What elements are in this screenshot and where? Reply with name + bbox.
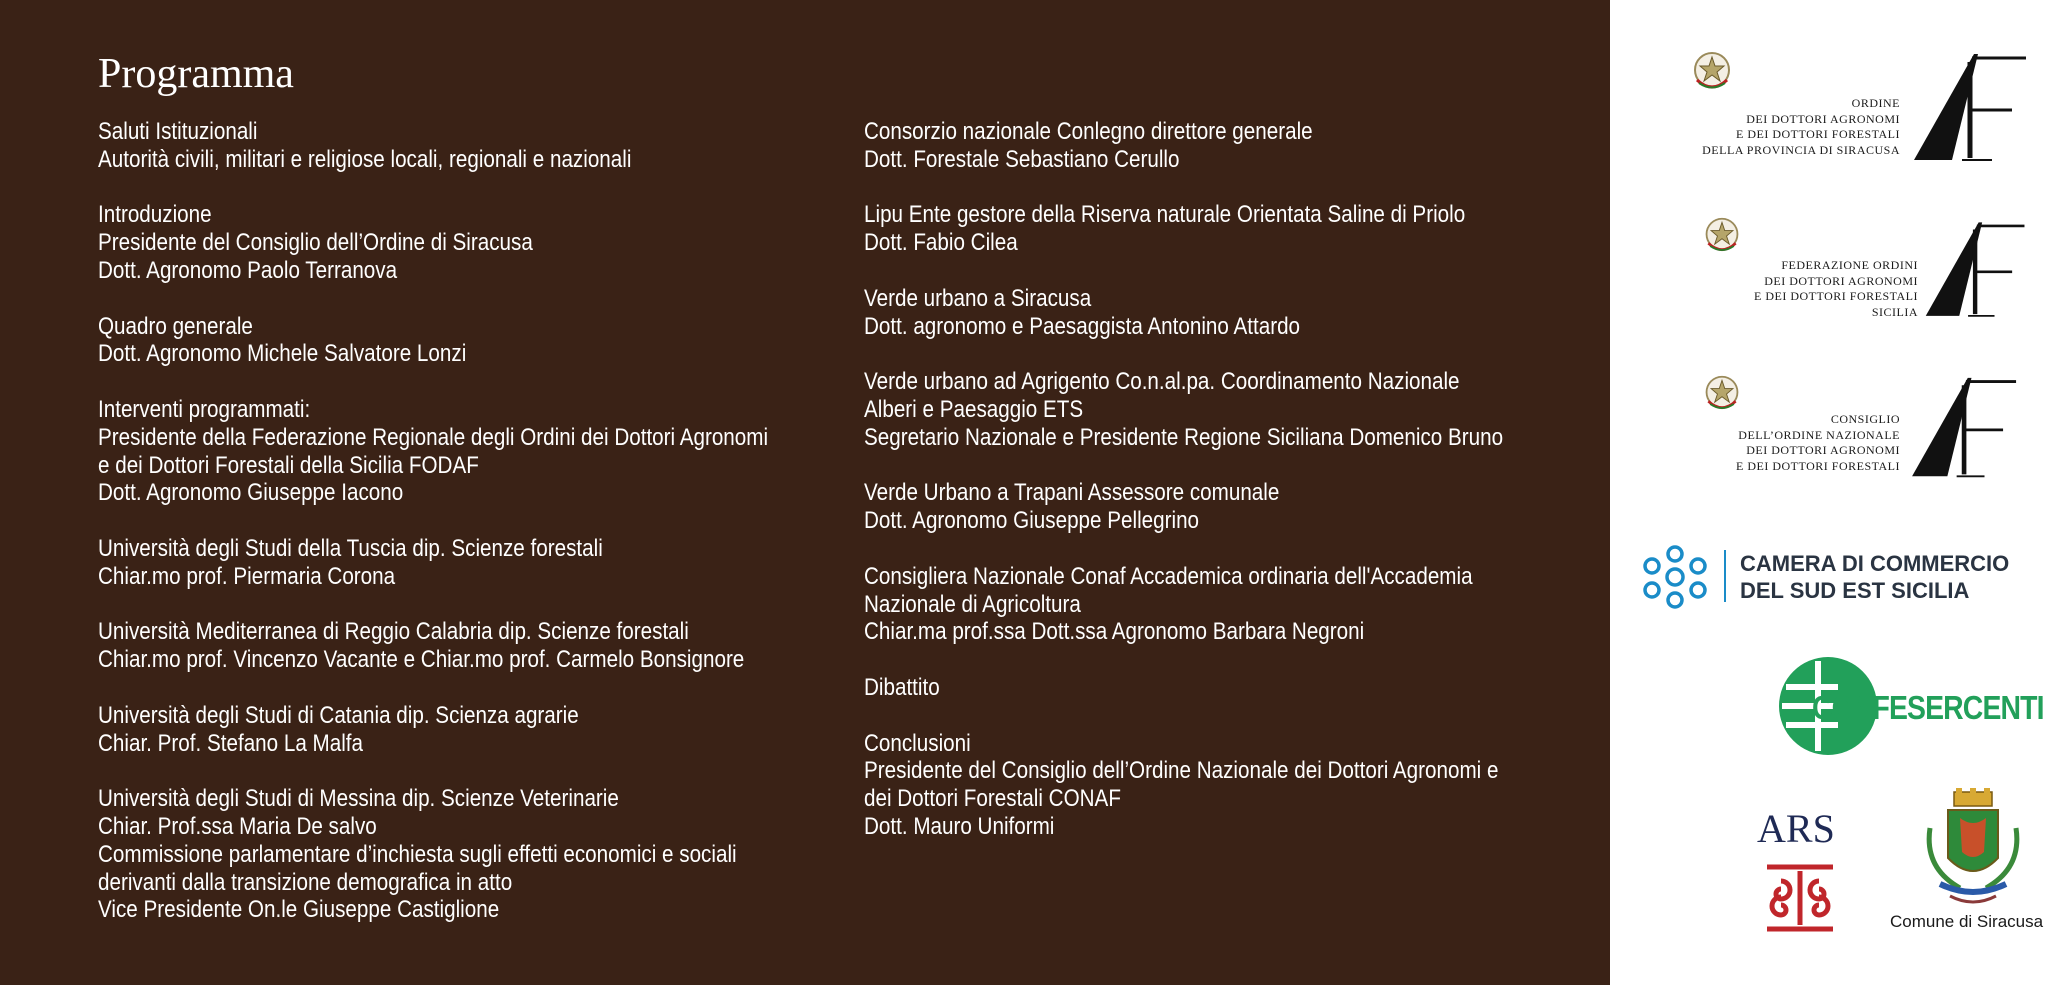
- item-text: Autorità civili, militari e religiose locali, regionali e nazionali: [98, 145, 632, 173]
- program-item: [98, 313, 752, 369]
- item-text: Alberi e Paesaggio ETS: [864, 395, 1084, 423]
- item-heading: Università degli Studi di Messina dip. Scienze Veterinarie: [98, 785, 619, 813]
- program-item: [864, 368, 1504, 451]
- item-text: Presidente del Consiglio dell’Ordine di Siracusa: [98, 229, 533, 257]
- item-text: Vice Presidente On.le Giuseppe Castiglione: [98, 896, 500, 924]
- item-text: Chiar.mo prof. Vincenzo Vacante e Chiar.mo prof. Carmelo Bonsignore: [98, 646, 745, 674]
- item-text: Presidente della Federazione Regionale degli Ordini dei Dottori Agronomi: [98, 423, 769, 451]
- logo-text: ARS: [1757, 806, 1835, 851]
- item-text: Chiar.ma prof.ssa Dott.ssa Agronomo Barbara Negroni: [864, 618, 1365, 646]
- item-text: dei Dottori Forestali CONAF: [864, 785, 1121, 813]
- item-heading: Lipu Ente gestore della Riserva naturale Orientata Saline di Priolo: [864, 201, 1466, 229]
- item-text: Dott. Forestale Sebastiano Cerullo: [864, 145, 1180, 173]
- item-text: Dott. agronomo e Paesaggista Antonino Attardo: [864, 312, 1301, 340]
- program-item: [98, 118, 752, 174]
- item-heading: Università degli Studi di Catania dip. Scienza agrarie: [98, 701, 579, 729]
- italian-emblem-icon: [1702, 214, 1742, 258]
- program-item: [864, 729, 1499, 841]
- item-heading: Verde urbano ad Agrigento Co.n.al.pa. Coordinamento Nazionale: [864, 368, 1460, 396]
- item-text: Presidente del Consiglio dell’Ordine Nazionale dei Dottori Agronomi e: [864, 757, 1499, 785]
- logo-text: CONSIGLIO: [1830, 412, 1900, 426]
- item-text: Segretario Nazionale e Presidente Regione Siciliana Domenico Bruno: [864, 423, 1504, 451]
- page-title: Programma: [98, 51, 294, 97]
- logo-camera-commercio: [1640, 540, 2040, 615]
- program-item: [864, 562, 1473, 646]
- item-heading: Verde urbano a Siracusa: [864, 284, 1092, 312]
- item-text: Dott. Agronomo Michele Salvatore Lonzi: [98, 340, 467, 368]
- item-heading: Università degli Studi della Tuscia dip. Scienze forestali: [98, 534, 603, 562]
- item-text: Dott. Mauro Uniformi: [864, 812, 1055, 840]
- program-item: [98, 785, 752, 924]
- sponsor-panel: [1610, 0, 2067, 985]
- logo-consiglio-nazionale: [1702, 370, 2032, 485]
- logo-text: DEL SUD EST SICILIA: [1740, 578, 1970, 603]
- item-text: Nazionale di Agricoltura: [864, 590, 1081, 618]
- item-heading: Università Mediterranea di Reggio Calabria dip. Scienze forestali: [98, 618, 689, 646]
- item-text: Dott. Agronomo Paolo Terranova: [98, 256, 398, 284]
- logo-text: E DEI DOTTORI FORESTALI: [1736, 458, 1900, 473]
- program-item: [98, 395, 769, 507]
- item-heading: Interventi programmati:: [98, 395, 311, 423]
- logo-text: SICILIA: [1871, 304, 1918, 319]
- logo-text: DEI DOTTORI AGRONOMI: [1746, 111, 1900, 126]
- italian-emblem-icon: [1702, 372, 1742, 416]
- item-text: Chiar. Prof. Stefano La Malfa: [98, 729, 364, 757]
- item-heading: Dibattito: [864, 673, 940, 701]
- program-item: [98, 201, 752, 284]
- logo-text: E DEI DOTTORI FORESTALI: [1736, 127, 1900, 141]
- item-text: Chiar.mo prof. Piermaria Corona: [98, 562, 396, 590]
- logo-text: CAMERA DI COMMERCIO: [1740, 551, 2010, 576]
- logo-ordine-siracusa: [1690, 48, 2030, 168]
- divider: [1724, 550, 1726, 602]
- logo-ars: [1755, 805, 1845, 935]
- program-item: [864, 479, 1466, 535]
- item-heading: Consorzio nazionale Conlegno direttore generale: [864, 118, 1313, 145]
- item-text: derivanti dalla transizione demografica in atto: [98, 868, 513, 896]
- item-text: Dott. Agronomo Giuseppe Iacono: [98, 479, 404, 507]
- item-text: Commissione parlamentare d’inchiesta sugli effetti economici e sociali: [98, 840, 737, 868]
- af-monogram-icon: [1910, 376, 2020, 480]
- logo-confesercenti: [1778, 655, 2058, 760]
- logo-text: DEI DOTTORI AGRONOMI: [1746, 443, 1900, 457]
- program-item: [864, 674, 1466, 702]
- italian-emblem-icon: [1690, 48, 1734, 96]
- af-monogram-icon: [1912, 52, 2030, 164]
- program-item: [864, 118, 1466, 174]
- logo-text: DELL’ORDINE NAZIONALE: [1738, 427, 1900, 442]
- logo-comune-siracusa: [1890, 788, 2060, 938]
- program-item: [98, 702, 752, 758]
- logo-text: DELLA PROVINCIA DI SIRACUSA: [1702, 142, 1900, 157]
- logo-text: CONFESERCENTI: [1812, 689, 2044, 726]
- program-item: [98, 535, 752, 591]
- item-text: Dott. Agronomo Giuseppe Pellegrino: [864, 507, 1200, 535]
- item-text: Chiar. Prof.ssa Maria De salvo: [98, 812, 377, 840]
- af-monogram-icon: [1924, 218, 2028, 322]
- logo-text: DEI DOTTORI AGRONOMI: [1764, 273, 1918, 288]
- item-heading: Quadro generale: [98, 312, 253, 340]
- item-text: Dott. Fabio Cilea: [864, 229, 1018, 257]
- program-item: [864, 285, 1466, 341]
- logo-text: Comune di Siracusa: [1890, 912, 2044, 931]
- item-heading: Conclusioni: [864, 729, 971, 757]
- siracusa-coat-of-arms-icon: [1920, 788, 2026, 916]
- program-column-left: [98, 118, 769, 952]
- item-heading: Introduzione: [98, 201, 212, 229]
- item-text: e dei Dottori Forestali della Sicilia FODAF: [98, 451, 479, 479]
- ars-spiral-emblem-icon: [1761, 861, 1839, 935]
- item-heading: Verde Urbano a Trapani Assessore comunale: [864, 479, 1280, 507]
- item-heading: Saluti Istituzionali: [98, 118, 258, 145]
- logo-text: FEDERAZIONE ORDINI: [1781, 258, 1918, 272]
- program-item: [864, 201, 1466, 257]
- program-item: [98, 618, 752, 674]
- logo-federazione-sicilia: [1702, 214, 2032, 329]
- camera-commercio-emblem-icon: [1640, 544, 1710, 610]
- program-column-right: [864, 118, 1504, 869]
- logo-text: E DEI DOTTORI FORESTALI: [1754, 289, 1918, 303]
- logo-text: ORDINE: [1851, 96, 1900, 110]
- item-heading: Consigliera Nazionale Conaf Accademica ordinaria dell'Accademia: [864, 562, 1473, 590]
